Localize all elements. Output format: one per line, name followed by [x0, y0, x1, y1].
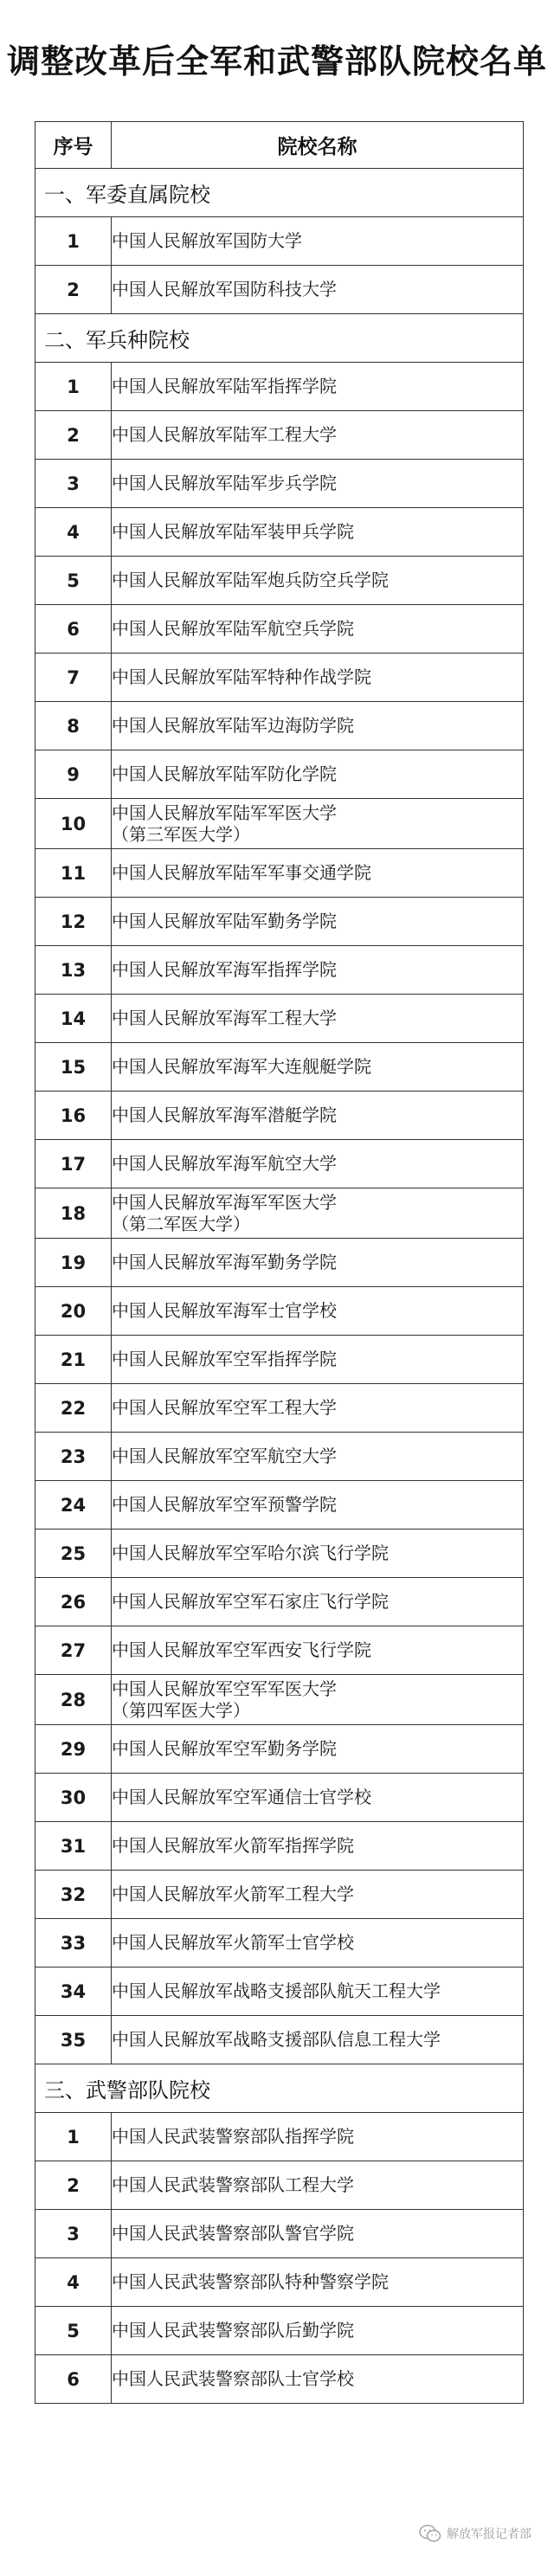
row-number: 29 [35, 1725, 112, 1774]
table-row [35, 849, 524, 898]
row-number: 6 [35, 2355, 112, 2404]
table-header-row [35, 122, 524, 169]
academy-name: 中国人民解放军国防科技大学 [112, 279, 337, 299]
table-row [35, 605, 524, 654]
academy-alias: （第三军医大学） [112, 823, 250, 845]
academy-name-cell [112, 557, 524, 605]
table-row [35, 1336, 524, 1384]
academy-name-cell [112, 460, 524, 508]
table-row [35, 898, 524, 946]
academy-name: 中国人民解放军海军工程大学 [112, 1008, 337, 1028]
academy-name: 中国人民解放军空军预警学院 [112, 1494, 337, 1515]
academy-name-cell [112, 2355, 524, 2404]
row-number: 2 [35, 2161, 112, 2210]
row-number: 3 [35, 460, 112, 508]
academy-table [35, 121, 524, 2404]
row-number: 10 [35, 799, 112, 849]
row-number: 15 [35, 1043, 112, 1092]
table-row [35, 557, 524, 605]
row-number: 4 [35, 508, 112, 557]
section-row [35, 169, 524, 217]
row-number: 26 [35, 1578, 112, 1626]
academy-name: 中国人民解放军空军工程大学 [112, 1397, 337, 1418]
academy-name: 中国人民解放军海军大连舰艇学院 [112, 1056, 371, 1077]
table-row [35, 702, 524, 750]
academy-name: 中国人民解放军空军指挥学院 [112, 1349, 337, 1369]
row-number: 1 [35, 217, 112, 266]
table-row [35, 1578, 524, 1626]
academy-name-cell [112, 1384, 524, 1433]
academy-name-cell [112, 1092, 524, 1140]
academy-name-cell [112, 946, 524, 995]
academy-name: 中国人民解放军空军西安飞行学院 [112, 1639, 371, 1660]
academy-name: 中国人民武装警察部队警官学院 [112, 2223, 354, 2244]
table-row [35, 799, 524, 849]
table-row [35, 508, 524, 557]
academy-name-cell [112, 995, 524, 1043]
table-row [35, 654, 524, 702]
table-row [35, 1384, 524, 1433]
academy-name: 中国人民解放军陆军航空兵学院 [112, 618, 354, 639]
academy-name: 中国人民解放军陆军防化学院 [112, 763, 337, 784]
academy-name: 中国人民解放军空军石家庄飞行学院 [112, 1591, 389, 1612]
row-number: 7 [35, 654, 112, 702]
academy-name-cell [112, 217, 524, 266]
row-number: 5 [35, 2307, 112, 2355]
academy-name-cell [112, 654, 524, 702]
table-row [35, 2016, 524, 2064]
wechat-icon [419, 2524, 441, 2543]
academy-alias: （第二军医大学） [112, 1213, 250, 1234]
page-title: 调整改革后全军和武警部队院校名单 [6, 42, 547, 80]
row-number: 30 [35, 1774, 112, 1822]
row-number: 6 [35, 605, 112, 654]
academy-name: 中国人民解放军海军指挥学院 [112, 959, 337, 980]
row-number: 34 [35, 1967, 112, 2016]
academy-name-cell [112, 1919, 524, 1967]
table-row [35, 266, 524, 314]
row-number: 8 [35, 702, 112, 750]
row-number: 31 [35, 1822, 112, 1871]
table-row [35, 2307, 524, 2355]
row-number: 2 [35, 266, 112, 314]
table-row [35, 1822, 524, 1871]
table-row [35, 1725, 524, 1774]
table-row [35, 750, 524, 799]
academy-name-cell [112, 1578, 524, 1626]
academy-name: 中国人民解放军陆军指挥学院 [112, 376, 337, 396]
academy-name: 中国人民武装警察部队后勤学院 [112, 2320, 354, 2341]
academy-name: 中国人民解放军海军潜艇学院 [112, 1104, 337, 1125]
row-number: 11 [35, 849, 112, 898]
academy-name-cell [112, 1140, 524, 1188]
table-row [35, 1675, 524, 1725]
academy-name-cell [112, 363, 524, 411]
row-number: 27 [35, 1626, 112, 1675]
row-number: 19 [35, 1239, 112, 1287]
academy-name: 中国人民解放军战略支援部队信息工程大学 [112, 2029, 441, 2050]
row-number: 25 [35, 1530, 112, 1578]
section-title: 一、军委直属院校 [35, 169, 524, 217]
table-row [35, 411, 524, 460]
academy-name-cell [112, 702, 524, 750]
academy-name: 中国人民解放军海军军医大学 [112, 1191, 337, 1213]
section-row [35, 314, 524, 363]
academy-name: 中国人民解放军陆军工程大学 [112, 424, 337, 445]
academy-name-cell [112, 1239, 524, 1287]
section-title: 二、军兵种院校 [35, 314, 524, 363]
academy-name-cell [112, 1530, 524, 1578]
table-row [35, 1043, 524, 1092]
academy-name-cell [112, 1871, 524, 1919]
academy-name-cell [112, 2113, 524, 2161]
academy-name: 中国人民解放军火箭军士官学校 [112, 1932, 354, 1953]
row-number: 14 [35, 995, 112, 1043]
table-row [35, 1433, 524, 1481]
academy-name-cell [112, 1725, 524, 1774]
section-row [35, 2064, 524, 2113]
row-number: 18 [35, 1188, 112, 1239]
row-number: 1 [35, 363, 112, 411]
row-number: 24 [35, 1481, 112, 1530]
row-number: 22 [35, 1384, 112, 1433]
row-number: 1 [35, 2113, 112, 2161]
academy-name: 中国人民解放军空军航空大学 [112, 1446, 337, 1466]
table-row [35, 2161, 524, 2210]
academy-name: 中国人民解放军海军士官学校 [112, 1300, 337, 1321]
academy-name: 中国人民解放军陆军步兵学院 [112, 473, 337, 493]
academy-name: 中国人民解放军空军勤务学院 [112, 1738, 337, 1759]
academy-name-cell [112, 849, 524, 898]
academy-name: 中国人民解放军国防大学 [112, 230, 302, 251]
row-number: 4 [35, 2258, 112, 2307]
table-row [35, 946, 524, 995]
table-row [35, 1481, 524, 1530]
table-row [35, 2258, 524, 2307]
section-title: 三、武警部队院校 [35, 2064, 524, 2113]
academy-name: 中国人民武装警察部队士官学校 [112, 2368, 354, 2389]
academy-alias: （第四军医大学） [112, 1699, 250, 1721]
table-row [35, 1287, 524, 1336]
row-number: 21 [35, 1336, 112, 1384]
row-number: 35 [35, 2016, 112, 2064]
academy-name: 中国人民解放军空军通信士官学校 [112, 1787, 371, 1807]
academy-name: 中国人民解放军陆军边海防学院 [112, 715, 354, 736]
table-row [35, 1774, 524, 1822]
academy-name: 中国人民解放军海军勤务学院 [112, 1252, 337, 1272]
row-number: 16 [35, 1092, 112, 1140]
academy-name-cell [112, 1626, 524, 1675]
table-row [35, 2210, 524, 2258]
table-row [35, 1092, 524, 1140]
academy-name-cell [112, 1675, 524, 1725]
table-row [35, 217, 524, 266]
academy-name-cell [112, 1433, 524, 1481]
row-number: 2 [35, 411, 112, 460]
row-number: 3 [35, 2210, 112, 2258]
academy-name-cell [112, 2016, 524, 2064]
row-number: 20 [35, 1287, 112, 1336]
header-name: 院校名称 [112, 122, 524, 169]
academy-name-cell [112, 1774, 524, 1822]
academy-name-cell [112, 1967, 524, 2016]
table-row [35, 1871, 524, 1919]
academy-name: 中国人民解放军陆军炮兵防空兵学院 [112, 570, 389, 590]
table-row [35, 2355, 524, 2404]
academy-name-cell [112, 2307, 524, 2355]
row-number: 33 [35, 1919, 112, 1967]
academy-name: 中国人民武装警察部队工程大学 [112, 2174, 354, 2195]
table-row [35, 1626, 524, 1675]
academy-name: 中国人民武装警察部队特种警察学院 [112, 2271, 389, 2292]
table-row [35, 1967, 524, 2016]
academy-name-cell [112, 411, 524, 460]
table-row [35, 1239, 524, 1287]
row-number: 9 [35, 750, 112, 799]
academy-name: 中国人民解放军战略支援部队航天工程大学 [112, 1980, 441, 2001]
academy-name-cell [112, 266, 524, 314]
academy-name-cell [112, 605, 524, 654]
academy-name: 中国人民解放军海军航空大学 [112, 1153, 337, 1174]
academy-name-cell [112, 799, 524, 849]
academy-name: 中国人民解放军陆军特种作战学院 [112, 667, 371, 687]
academy-name-cell [112, 1822, 524, 1871]
header-num: 序号 [35, 122, 112, 169]
table-row [35, 1919, 524, 1967]
table-row [35, 363, 524, 411]
row-number: 5 [35, 557, 112, 605]
row-number: 28 [35, 1675, 112, 1725]
academy-name-cell [112, 750, 524, 799]
academy-name: 中国人民解放军空军军医大学 [112, 1678, 337, 1699]
row-number: 23 [35, 1433, 112, 1481]
academy-name: 中国人民解放军陆军军医大学 [112, 802, 337, 823]
watermark-text: 解放军报记者部 [447, 2528, 531, 2541]
academy-name-cell [112, 1481, 524, 1530]
row-number: 12 [35, 898, 112, 946]
academy-name: 中国人民武装警察部队指挥学院 [112, 2126, 354, 2147]
academy-name-cell [112, 1043, 524, 1092]
watermark [419, 2524, 531, 2543]
table-row [35, 1140, 524, 1188]
academy-name-cell [112, 2258, 524, 2307]
academy-name: 中国人民解放军陆军军事交通学院 [112, 862, 371, 883]
academy-name: 中国人民解放军火箭军工程大学 [112, 1884, 354, 1904]
academy-name-cell [112, 2161, 524, 2210]
academy-name-cell [112, 898, 524, 946]
table-row [35, 1188, 524, 1239]
academy-name-cell [112, 1188, 524, 1239]
table-row [35, 2113, 524, 2161]
table-row [35, 995, 524, 1043]
academy-name: 中国人民解放军空军哈尔滨飞行学院 [112, 1542, 389, 1563]
academy-name-cell [112, 1287, 524, 1336]
table-row [35, 1530, 524, 1578]
table-row [35, 460, 524, 508]
academy-name: 中国人民解放军陆军装甲兵学院 [112, 521, 354, 542]
academy-name: 中国人民解放军火箭军指挥学院 [112, 1835, 354, 1856]
academy-name-cell [112, 1336, 524, 1384]
row-number: 17 [35, 1140, 112, 1188]
row-number: 32 [35, 1871, 112, 1919]
academy-name-cell [112, 2210, 524, 2258]
academy-name-cell [112, 508, 524, 557]
row-number: 13 [35, 946, 112, 995]
academy-name: 中国人民解放军陆军勤务学院 [112, 911, 337, 931]
